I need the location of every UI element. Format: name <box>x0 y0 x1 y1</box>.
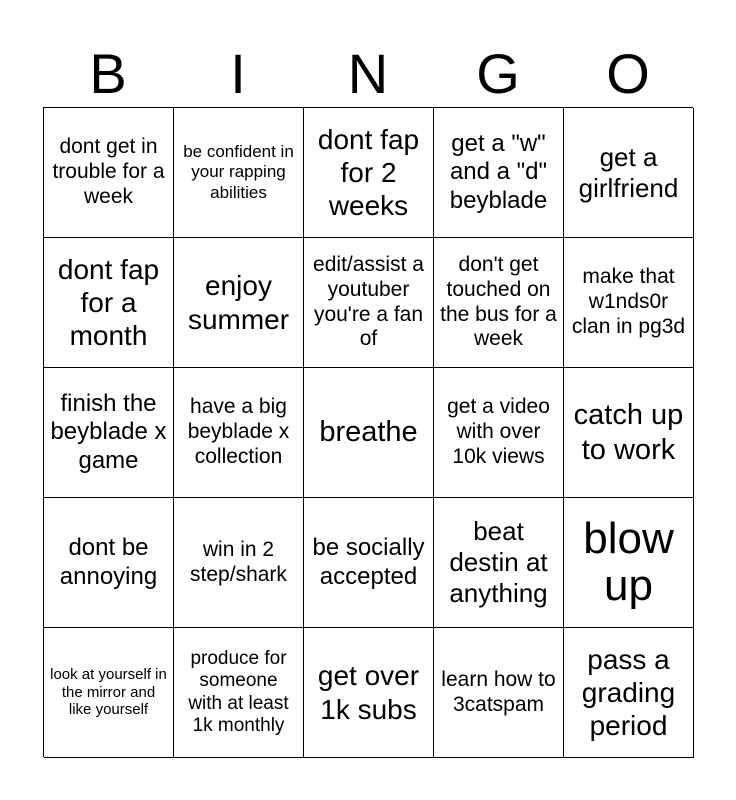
header-letter-o: O <box>606 42 650 105</box>
bingo-cell[interactable]: enjoy summer <box>174 238 304 368</box>
bingo-cell[interactable]: produce for someone with at least 1k monthly <box>174 628 304 758</box>
bingo-cell[interactable]: learn how to 3catspam <box>434 628 564 758</box>
header-letter-i: I <box>230 42 246 105</box>
bingo-cell[interactable]: dont get in trouble for a week <box>44 108 174 238</box>
bingo-cell[interactable]: finish the beyblade x game <box>44 368 174 498</box>
bingo-cell[interactable]: breathe <box>304 368 434 498</box>
bingo-cell[interactable]: have a big beyblade x collection <box>174 368 304 498</box>
bingo-cell[interactable]: get over 1k subs <box>304 628 434 758</box>
bingo-header <box>43 40 693 108</box>
bingo-cell[interactable]: get a girlfriend <box>564 108 694 238</box>
bingo-cell[interactable]: make that w1nds0r clan in pg3d <box>564 238 694 368</box>
bingo-cell[interactable]: beat destin at anything <box>434 498 564 628</box>
bingo-cell[interactable]: win in 2 step/shark <box>174 498 304 628</box>
bingo-cell[interactable]: look at yourself in the mirror and like yourself <box>44 628 174 758</box>
bingo-cell[interactable]: be confident in your rapping abilities <box>174 108 304 238</box>
bingo-card <box>43 107 693 757</box>
bingo-cell[interactable]: get a "w" and a "d" beyblade <box>434 108 564 238</box>
bingo-cell[interactable]: dont fap for 2 weeks <box>304 108 434 238</box>
header-letter-b: B <box>89 42 127 105</box>
bingo-cell[interactable]: don't get touched on the bus for a week <box>434 238 564 368</box>
bingo-cell[interactable]: edit/assist a youtuber you're a fan of <box>304 238 434 368</box>
bingo-cell[interactable]: catch up to work <box>564 368 694 498</box>
header-letter-n: N <box>347 42 389 105</box>
bingo-cell[interactable]: get a video with over 10k views <box>434 368 564 498</box>
header-letter-g: G <box>476 42 520 105</box>
bingo-cell[interactable]: be socially accepted <box>304 498 434 628</box>
bingo-cell[interactable]: pass a grading period <box>564 628 694 758</box>
bingo-cell[interactable]: dont fap for a month <box>44 238 174 368</box>
bingo-cell[interactable]: dont be annoying <box>44 498 174 628</box>
bingo-cell[interactable]: blow up <box>564 498 694 628</box>
